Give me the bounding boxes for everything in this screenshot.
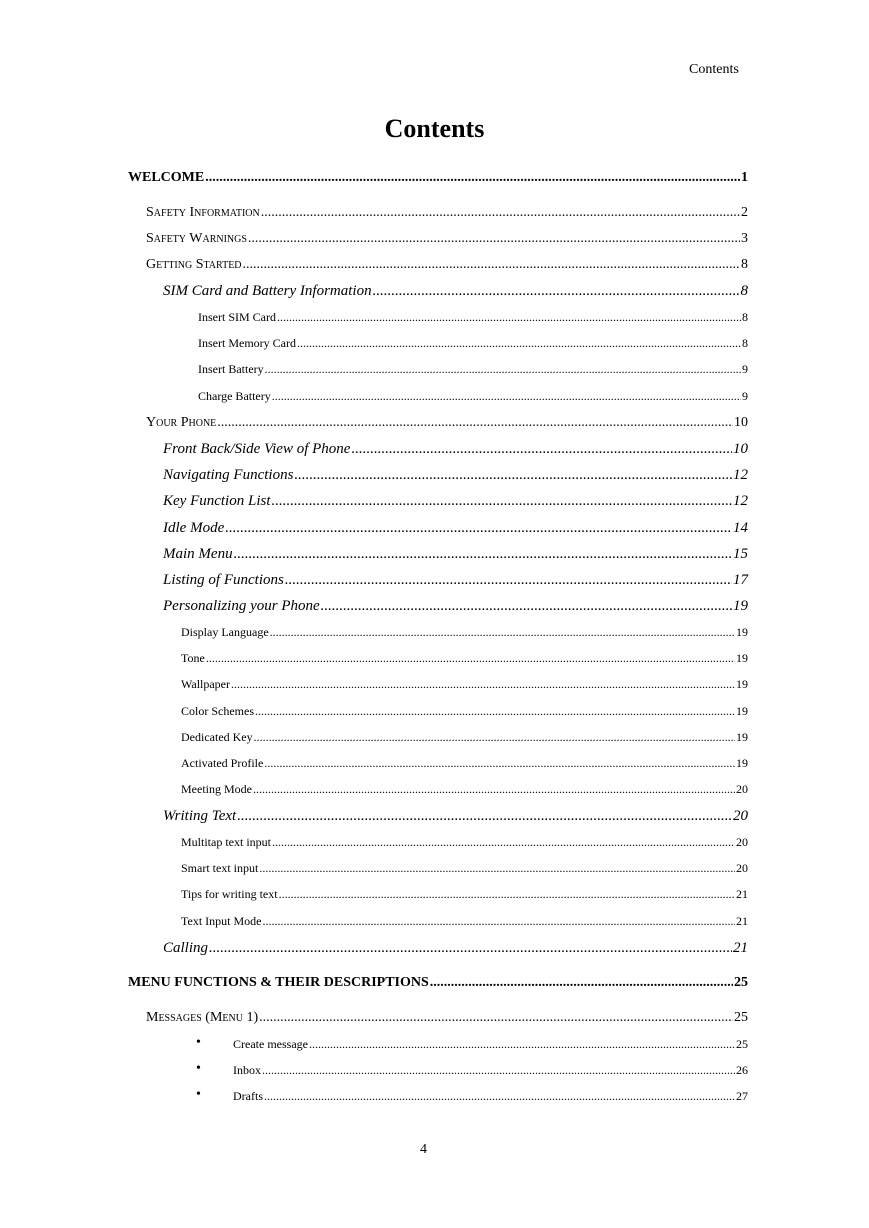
toc-entry-charge-battery[interactable]: Charge Battery ..... 9 [198, 389, 748, 404]
toc-entry-activated-profile[interactable]: Activated Profile ..... 19 [181, 756, 748, 771]
toc-entry-display-language[interactable]: Display Language ..... 19 [181, 625, 748, 640]
toc-entry-color-schemes[interactable]: Color Schemes ..... 19 [181, 704, 748, 719]
toc-entry-listing-of-functions[interactable]: Listing of Functions ..... 17 [163, 572, 748, 589]
bullet-icon: • [196, 1061, 201, 1076]
toc-entry-sim-card-battery-info[interactable]: SIM Card and Battery Information ..... 8 [163, 283, 748, 300]
toc-entry-drafts[interactable]: Drafts ..... 27 [233, 1089, 748, 1104]
toc-entry-wallpaper[interactable]: Wallpaper ..... 19 [181, 677, 748, 692]
toc-entry-calling[interactable]: Calling ..... 21 [163, 940, 748, 957]
toc-entry-insert-memory-card[interactable]: Insert Memory Card ..... 8 [198, 336, 748, 351]
toc-entry-front-back-side-view[interactable]: Front Back/Side View of Phone ..... 10 [163, 441, 748, 458]
toc-entry-multitap-text-input[interactable]: Multitap text input ..... 20 [181, 835, 748, 850]
toc-entry-welcome[interactable]: WELCOME ..... 1 [128, 170, 748, 186]
page-title: Contents [384, 114, 485, 143]
toc-entry-dedicated-key[interactable]: Dedicated Key ..... 19 [181, 730, 748, 745]
toc-entry-insert-battery[interactable]: Insert Battery ..... 9 [198, 362, 748, 377]
toc-entry-meeting-mode[interactable]: Meeting Mode ..... 20 [181, 782, 748, 797]
toc-entry-messages-menu-1[interactable]: Messages (Menu 1) ..... 25 [146, 1010, 748, 1026]
toc-entry-smart-text-input[interactable]: Smart text input ..... 20 [181, 861, 748, 876]
toc-entry-main-menu[interactable]: Main Menu ..... 15 [163, 546, 748, 563]
toc-entry-your-phone[interactable]: Your Phone ..... 10 [146, 415, 748, 431]
toc-entry-key-function-list[interactable]: Key Function List ..... 12 [163, 493, 748, 510]
toc-entry-idle-mode[interactable]: Idle Mode ..... 14 [163, 520, 748, 537]
toc-entry-create-message[interactable]: Create message ..... 25 [233, 1037, 748, 1052]
running-header: Contents [689, 62, 739, 77]
toc-entry-safety-warnings[interactable]: Safety Warnings ..... 3 [146, 231, 748, 247]
bullet-icon: • [196, 1087, 201, 1102]
toc-entry-inbox[interactable]: Inbox ..... 26 [233, 1063, 748, 1078]
toc-entry-writing-text[interactable]: Writing Text ..... 20 [163, 808, 748, 825]
toc-entry-personalizing-your-phone[interactable]: Personalizing your Phone ..... 19 [163, 598, 748, 615]
toc-entry-insert-sim-card[interactable]: Insert SIM Card ..... 8 [198, 310, 748, 325]
toc-entry-getting-started[interactable]: Getting Started ..... 8 [146, 257, 748, 273]
toc-entry-menu-functions[interactable]: MENU FUNCTIONS & THEIR DESCRIPTIONS ..... 25 [128, 975, 748, 991]
bullet-icon: • [196, 1035, 201, 1050]
toc-entry-tone[interactable]: Tone ..... 19 [181, 651, 748, 666]
toc-entry-navigating-functions[interactable]: Navigating Functions ..... 12 [163, 467, 748, 484]
toc-entry-safety-information[interactable]: Safety Information ..... 2 [146, 205, 748, 221]
page-number: 4 [420, 1142, 427, 1157]
toc-entry-text-input-mode[interactable]: Text Input Mode ..... 21 [181, 914, 748, 929]
toc-entry-tips-for-writing-text[interactable]: Tips for writing text ..... 21 [181, 887, 748, 902]
